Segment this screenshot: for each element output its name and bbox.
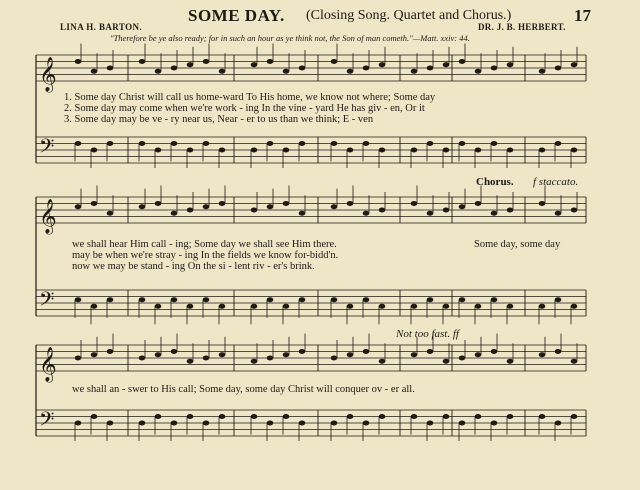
notehead: [155, 201, 162, 206]
notehead: [91, 69, 98, 74]
notehead: [219, 352, 226, 357]
notehead: [459, 356, 466, 361]
notehead: [427, 421, 434, 426]
notehead: [203, 141, 210, 146]
notehead: [139, 356, 146, 361]
system2-verse-3: now we may be stand - ing On the si - lent riv - er's brink.: [72, 261, 315, 272]
notehead: [379, 148, 386, 153]
notehead: [411, 148, 418, 153]
notehead: [475, 304, 482, 309]
notehead: [251, 359, 258, 364]
notehead: [555, 297, 562, 302]
chorus-lyric: Some day, some day: [474, 239, 561, 250]
notehead: [443, 208, 450, 213]
notehead: [507, 414, 514, 419]
notehead: [267, 204, 274, 209]
notehead: [219, 201, 226, 206]
notehead: [139, 204, 146, 209]
notehead: [171, 141, 178, 146]
notehead: [363, 297, 370, 302]
notehead: [491, 349, 498, 354]
notehead: [219, 69, 226, 74]
notehead: [459, 297, 466, 302]
notehead: [411, 69, 418, 74]
notehead: [571, 62, 578, 67]
notehead: [139, 141, 146, 146]
notehead: [251, 148, 258, 153]
notehead: [299, 141, 306, 146]
system1-verse-3: 3. Some day may be ve - ry near us, Near - er to us than we think; E - ven: [64, 114, 374, 125]
notehead: [267, 297, 274, 302]
notehead: [475, 414, 482, 419]
notehead: [539, 148, 546, 153]
notehead: [299, 66, 306, 71]
notehead: [411, 414, 418, 419]
notehead: [475, 201, 482, 206]
system3-verse-1: we shall an - swer to His call; Some day, some day Christ will conquer ov - er all.: [72, 384, 415, 395]
notehead: [507, 359, 514, 364]
notehead: [379, 359, 386, 364]
notehead: [411, 352, 418, 357]
notehead: [459, 59, 466, 64]
notehead: [155, 414, 162, 419]
system2-verse-2: may be when we're stray - ing In the fields we know for-bidd'n.: [72, 250, 339, 261]
notehead: [443, 414, 450, 419]
notehead: [155, 304, 162, 309]
notehead: [331, 204, 338, 209]
system2-verse-1: we shall hear Him call - ing; Some day we shall see Him there.: [72, 239, 337, 250]
notehead: [91, 352, 98, 357]
notehead: [443, 359, 450, 364]
notehead: [171, 421, 178, 426]
notehead: [379, 62, 386, 67]
notehead: [107, 421, 114, 426]
notehead: [459, 141, 466, 146]
notehead: [139, 421, 146, 426]
notehead: [571, 359, 578, 364]
notehead: [267, 141, 274, 146]
notehead: [331, 141, 338, 146]
notehead: [539, 69, 546, 74]
notehead: [571, 414, 578, 419]
notehead: [283, 69, 290, 74]
notehead: [491, 141, 498, 146]
notehead: [363, 211, 370, 216]
notehead: [187, 304, 194, 309]
notehead: [475, 69, 482, 74]
notehead: [187, 208, 194, 213]
notehead: [379, 304, 386, 309]
notehead: [427, 297, 434, 302]
notehead: [363, 421, 370, 426]
notehead: [427, 141, 434, 146]
notehead: [347, 148, 354, 153]
notehead: [251, 414, 258, 419]
song-title: SOME DAY.: [188, 6, 285, 25]
notehead: [187, 148, 194, 153]
notehead: [507, 148, 514, 153]
notehead: [107, 297, 114, 302]
notehead: [331, 356, 338, 361]
notehead: [283, 352, 290, 357]
scripture-epigraph: "Therefore be ye also ready; for in such an hour as ye think not, the Son of man cometh."—Matt. xxiv: 44.: [110, 33, 470, 43]
notehead: [347, 201, 354, 206]
notehead: [331, 297, 338, 302]
notehead: [155, 148, 162, 153]
notehead: [171, 349, 178, 354]
notehead: [155, 69, 162, 74]
notehead: [299, 297, 306, 302]
notehead: [555, 211, 562, 216]
notehead: [539, 201, 546, 206]
notehead: [251, 208, 258, 213]
notehead: [91, 304, 98, 309]
notehead: [107, 211, 114, 216]
notehead: [91, 414, 98, 419]
notehead: [427, 349, 434, 354]
notehead: [443, 148, 450, 153]
notehead: [443, 304, 450, 309]
song-subtitle: (Closing Song. Quartet and Chorus.): [306, 8, 512, 23]
notehead: [507, 62, 514, 67]
notehead: [107, 349, 114, 354]
notehead: [491, 421, 498, 426]
notehead: [331, 421, 338, 426]
notehead: [75, 297, 82, 302]
notehead: [75, 59, 82, 64]
notehead: [171, 211, 178, 216]
notehead: [539, 352, 546, 357]
composer-credit: DR. J. B. HERBERT.: [478, 22, 566, 32]
notehead: [475, 352, 482, 357]
notehead: [219, 148, 226, 153]
notehead: [251, 304, 258, 309]
notehead: [139, 297, 146, 302]
treble-clef: 𝄞: [39, 57, 57, 92]
notehead: [283, 148, 290, 153]
notehead: [411, 304, 418, 309]
notehead: [219, 304, 226, 309]
notehead: [443, 62, 450, 67]
chorus-marking: Chorus.: [476, 176, 514, 188]
lyricist-credit: LINA H. BARTON.: [60, 22, 143, 32]
notehead: [347, 304, 354, 309]
notehead: [267, 356, 274, 361]
notehead: [507, 304, 514, 309]
notehead: [251, 62, 258, 67]
notehead: [139, 59, 146, 64]
notehead: [555, 349, 562, 354]
notehead: [475, 148, 482, 153]
notehead: [267, 421, 274, 426]
notehead: [283, 304, 290, 309]
notehead: [555, 421, 562, 426]
notehead: [299, 421, 306, 426]
notehead: [363, 349, 370, 354]
notehead: [331, 59, 338, 64]
notehead: [571, 208, 578, 213]
bass-clef: 𝄢: [39, 287, 55, 316]
notehead: [75, 356, 82, 361]
notehead: [203, 421, 210, 426]
treble-clef: 𝄞: [39, 347, 57, 382]
notehead: [571, 304, 578, 309]
notehead: [203, 297, 210, 302]
notehead: [555, 141, 562, 146]
notehead: [459, 204, 466, 209]
notehead: [539, 304, 546, 309]
tempo-marking: Not too fast. ff: [396, 328, 459, 340]
notehead: [571, 148, 578, 153]
notehead: [363, 66, 370, 71]
notehead: [107, 66, 114, 71]
notehead: [539, 414, 546, 419]
bass-clef: 𝄢: [39, 134, 55, 163]
notehead: [187, 62, 194, 67]
notehead: [187, 359, 194, 364]
notehead: [107, 141, 114, 146]
notehead: [491, 297, 498, 302]
notehead: [203, 356, 210, 361]
notehead: [491, 66, 498, 71]
notehead: [267, 59, 274, 64]
notehead: [459, 421, 466, 426]
dynamic-marking: f staccato.: [533, 176, 579, 188]
notehead: [75, 141, 82, 146]
notehead: [347, 69, 354, 74]
notehead: [347, 352, 354, 357]
notehead: [555, 66, 562, 71]
notehead: [219, 414, 226, 419]
notehead: [507, 208, 514, 213]
notehead: [75, 421, 82, 426]
notehead: [299, 349, 306, 354]
notehead: [171, 66, 178, 71]
notehead: [91, 201, 98, 206]
bass-clef: 𝄢: [39, 407, 55, 436]
notehead: [411, 201, 418, 206]
notehead: [203, 204, 210, 209]
notehead: [155, 352, 162, 357]
notehead: [427, 211, 434, 216]
notehead: [347, 414, 354, 419]
notehead: [299, 211, 306, 216]
notehead: [283, 201, 290, 206]
treble-clef: 𝄞: [39, 199, 57, 234]
notehead: [171, 297, 178, 302]
page-number: 17: [574, 6, 591, 25]
notehead: [363, 141, 370, 146]
notehead: [379, 414, 386, 419]
notehead: [75, 204, 82, 209]
system1-verse-2: 2. Some day may come when we're work - ing In the vine - yard He has giv - en, Or it: [64, 103, 425, 114]
notehead: [427, 66, 434, 71]
notehead: [283, 414, 290, 419]
system1-verse-1: 1. Some day Christ will call us home-ward To His home, we know not where; Some day: [64, 92, 436, 103]
notehead: [91, 148, 98, 153]
notehead: [379, 208, 386, 213]
notehead: [187, 414, 194, 419]
notehead: [203, 59, 210, 64]
notehead: [491, 211, 498, 216]
